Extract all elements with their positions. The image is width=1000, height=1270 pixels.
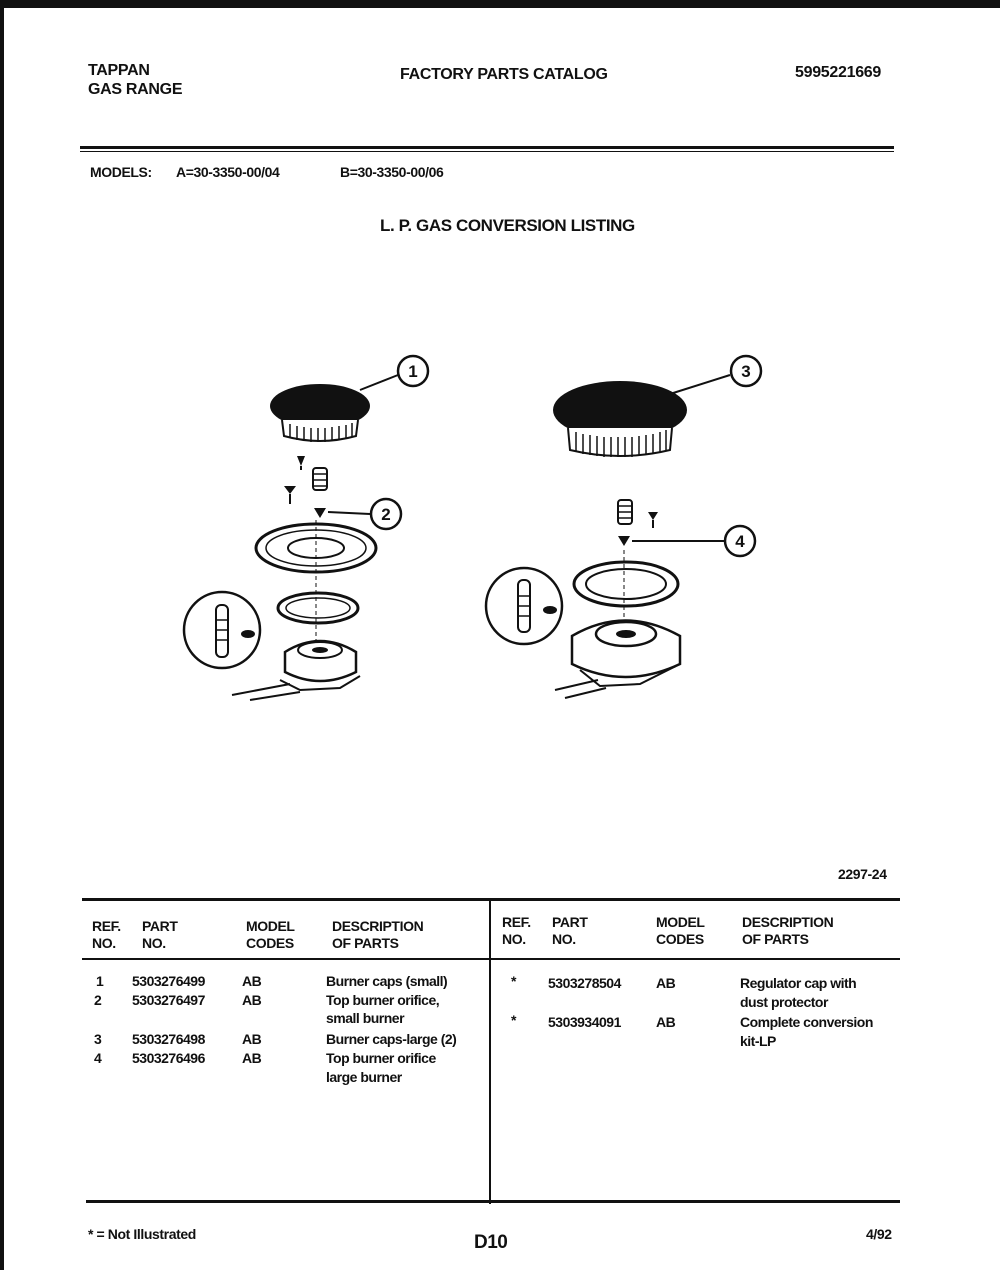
model-codes: AB (242, 1050, 262, 1066)
page-left-border (0, 0, 4, 1270)
revision-date: 4/92 (866, 1226, 892, 1242)
part-description-cont: dust protector (740, 994, 828, 1010)
model-codes: AB (242, 973, 262, 989)
table-top-rule (82, 898, 900, 901)
model-codes: AB (242, 1031, 262, 1047)
header-rule-thin (80, 151, 894, 152)
callout-2: 2 (381, 505, 391, 524)
part-description: Burner caps (small) (326, 973, 448, 989)
header-part-right: PART NO. (552, 914, 588, 947)
part-description-cont: small burner (326, 1010, 405, 1026)
ref-no: * (511, 973, 516, 989)
part-description: Complete conversion (740, 1014, 873, 1030)
large-burner-cap (553, 381, 687, 457)
leader-line-1 (360, 375, 398, 390)
models-label: MODELS: (90, 164, 152, 180)
header-ref-left: REF. NO. (92, 918, 121, 951)
part-no: 5303276498 (132, 1031, 205, 1047)
callout-4: 4 (735, 532, 745, 551)
header-part-left: PART NO. (142, 918, 178, 951)
footnote: * = Not Illustrated (88, 1226, 196, 1242)
part-description: Top burner orifice, (326, 992, 440, 1008)
small-orifice (314, 508, 326, 518)
page-top-border (0, 0, 1000, 8)
model-a: A=30-3350-00/04 (176, 164, 280, 180)
small-burner-cap (270, 384, 370, 442)
model-codes: AB (656, 1014, 676, 1030)
product-type: GAS RANGE (88, 81, 183, 98)
brand-name: TAPPAN (88, 62, 150, 79)
part-no: 5303934091 (548, 1014, 621, 1030)
section-title: L. P. GAS CONVERSION LISTING (380, 216, 635, 235)
large-orifice (618, 536, 630, 546)
part-no: 5303276496 (132, 1050, 205, 1066)
header-model-right: MODEL CODES (656, 914, 705, 947)
part-description: Burner caps-large (2) (326, 1031, 457, 1047)
part-description-cont: large burner (326, 1069, 402, 1085)
part-description: Top burner orifice (326, 1050, 436, 1066)
model-b: B=30-3350-00/06 (340, 164, 444, 180)
catalog-number: 5995221669 (795, 64, 881, 81)
exploded-parts-diagram (170, 345, 780, 725)
ref-no: 4 (94, 1050, 102, 1066)
part-no: 5303276497 (132, 992, 205, 1008)
ref-no: * (511, 1012, 516, 1028)
ref-no: 1 (96, 973, 104, 989)
leader-line-2 (328, 512, 370, 514)
leader-line-3 (670, 375, 730, 394)
table-center-divider (489, 900, 491, 1204)
part-description: Regulator cap with (740, 975, 857, 991)
model-codes: AB (242, 992, 262, 1008)
model-codes: AB (656, 975, 676, 991)
ref-no: 3 (94, 1031, 102, 1047)
header-desc-left: DESCRIPTION OF PARTS (332, 918, 424, 951)
header-desc-right: DESCRIPTION OF PARTS (742, 914, 834, 947)
table-header-rule (82, 958, 900, 960)
part-no: 5303276499 (132, 973, 205, 989)
page-code: D10 (474, 1232, 508, 1253)
header-model-left: MODEL CODES (246, 918, 295, 951)
header-rule (80, 146, 894, 149)
callout-1: 1 (408, 362, 418, 381)
header-ref-right: REF. NO. (502, 914, 531, 947)
table-bottom-rule (86, 1200, 900, 1203)
callout-3: 3 (741, 362, 751, 381)
figure-number: 2297-24 (838, 866, 887, 882)
part-no: 5303278504 (548, 975, 621, 991)
part-description-cont: kit-LP (740, 1033, 776, 1049)
ref-no: 2 (94, 992, 102, 1008)
catalog-title: FACTORY PARTS CATALOG (400, 66, 608, 83)
